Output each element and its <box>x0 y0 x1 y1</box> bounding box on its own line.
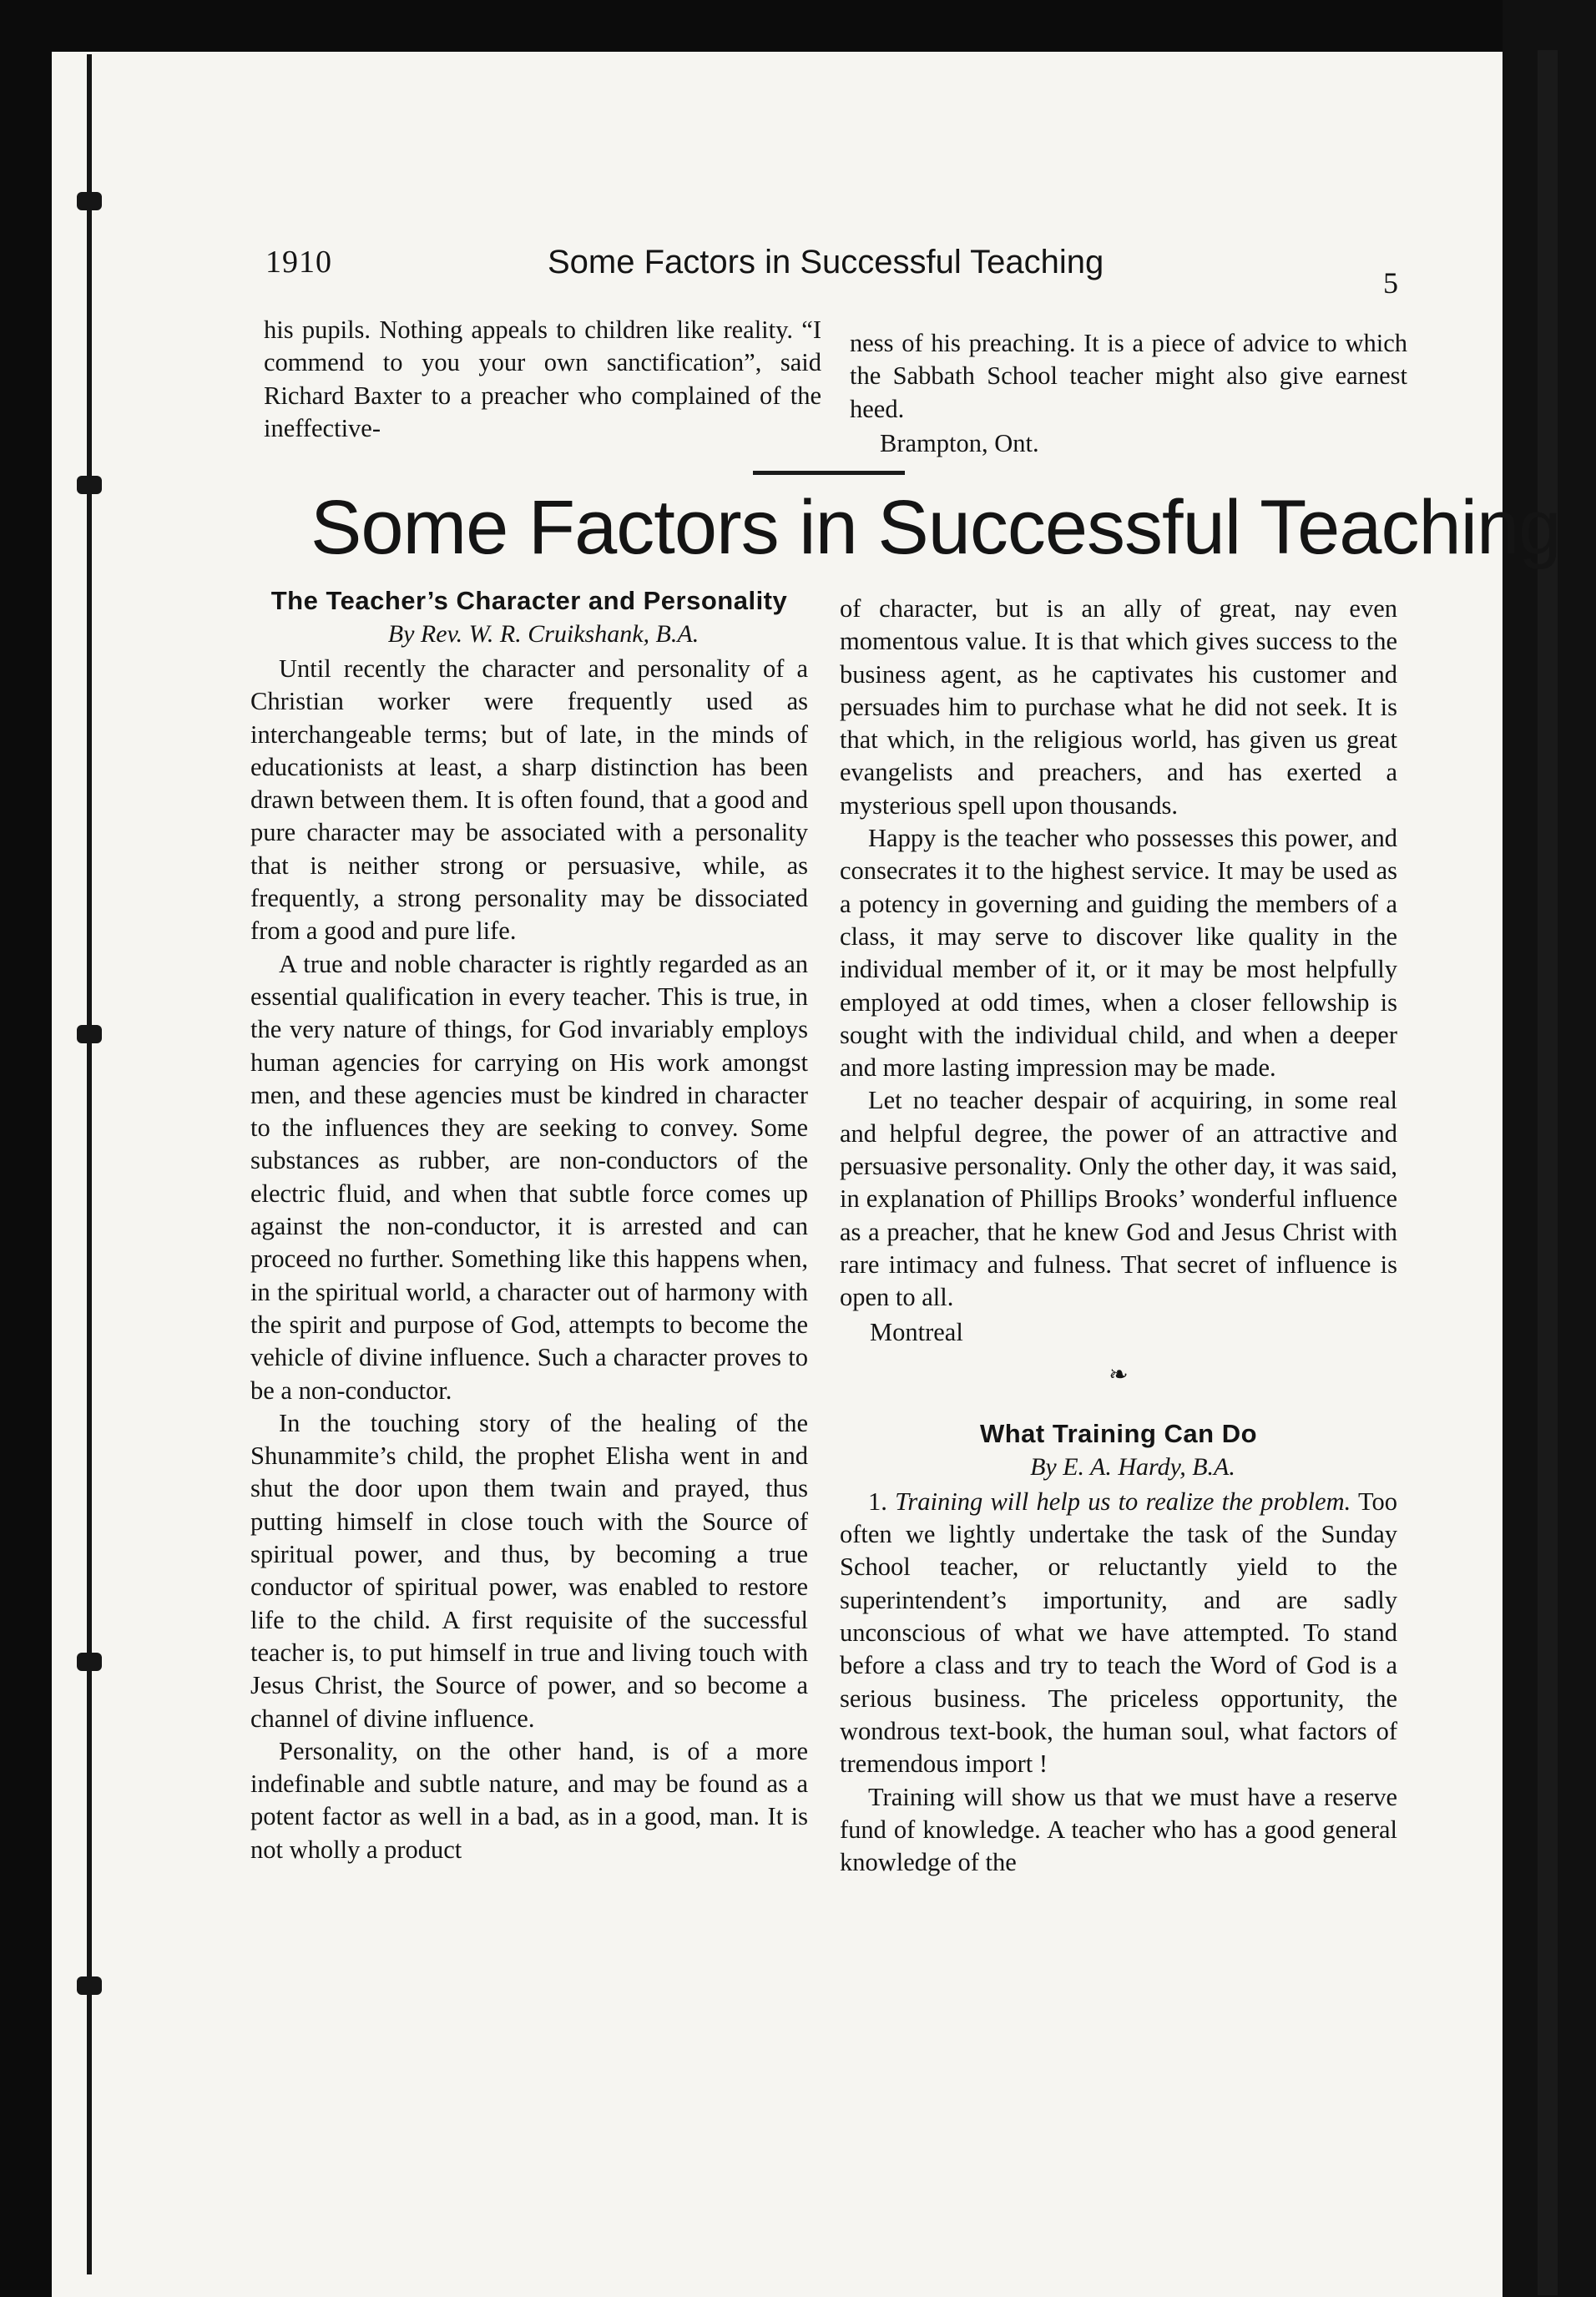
article1-paragraph: In the touching story of the healing of the Shunammite’s child, the prophet Elisha went in and shut the door upon them twain and prayed, thus putting himself in close touch with the Source of spiritual power, and thus, by becoming a true conductor of spiritual power, was enabled to restore life to the child. A first requisite of the successful teacher is, to put himself in true and living touch with Jesus Christ, the Source of power, and so become a channel of divine influence. <box>250 1408 808 1733</box>
page-number: 5 <box>1383 266 1398 300</box>
ornament-divider: ❧ <box>1109 1361 1129 1388</box>
article2-paragraph <box>840 1486 1397 1781</box>
article2-heading: What Training Can Do <box>979 1418 1258 1448</box>
article2-byline: By E. A. Hardy, B.A. <box>1030 1452 1235 1481</box>
continuation-text-left: his pupils. Nothing appeals to children like reality. “I commend to you your own sanctification”, said Richard Baxter to a preacher who complained of the ineffective- <box>264 316 821 442</box>
article1-paragraph: of character, but is an ally of great, nay even momentous value. It is that which gives success to the business agent, as he captivates his customer and persuades him to purchase what he did not seek. It is that which, in the religious world, has given us great evangelists and preachers, and has exerted a mysterious spell upon thousands. <box>840 594 1397 820</box>
article1-heading: The Teacher’s Character and Personality <box>270 586 788 615</box>
continuation-text-right: ness of his preaching. It is a piece of advice to which the Sabbath School teacher might also give earnest heed. <box>850 329 1407 423</box>
section-divider-rule <box>753 471 905 475</box>
left-column <box>250 584 808 1866</box>
article1-paragraph: Let no teacher despair of acquiring, in some real and helpful degree, the power of an attractive and persuasive personality. Only the other day, it was said, in explanation of Phillips Brooks’ wonderful influence as a preacher, that he knew God and Jesus Christ with rare intimacy and fulness. That secret of influence is open to all. <box>840 1086 1397 1312</box>
article1-paragraph: Happy is the teacher who possesses this power, and consecrates it to the highest service. It may be used as a potency in governing and guiding the members of a class, it may serve to discover like quality in the individual member of it, or it may be most helpfully employed at odd times, when a closer fellowship is sought with the individual child, and when a deeper and more lasting impression may be made. <box>840 824 1397 1083</box>
article-title: Some Factors in Successful Teaching <box>311 485 1561 570</box>
article1-paragraph: A true and noble character is rightly regarded as an essential qualification in every teacher. This is true, in the very nature of things, for God invariably employs human agencies for carrying on His work amongst men, and these agencies must be kindred in character to the influences they are seeking to convey. Some substances as rubber, are non-conductors of the electric fluid, and when that subtle force comes up against the non-conductor, it is arrested and can proceed no further. Something like this happens when, in the spiritual world, a character out of harmony with the spirit and purpose of God, attempts to become the vehicle of divine influence. Such a character proves to be a non-conductor. <box>250 949 808 1405</box>
top-left-column <box>264 314 821 445</box>
article2-paragraph: Training will show us that we must have a reserve fund of knowledge. A teacher who has a good general knowledge of the <box>840 1782 1397 1877</box>
article1-paragraph: Until recently the character and personality of a Christian worker were frequently used as interchangeable terms; but of late, in the minds of educationists at least, a sharp distinction has been drawn between them. It is often found, that a good and pure character may be associated with a personality that is neither strong or persuasive, while, as frequently, a strong personality may be dissociated from a good and pure life. <box>250 654 808 946</box>
right-column <box>840 593 1397 1879</box>
article1-paragraph: Personality, on the other hand, is of a more indefinable and subtle nature, and may be found as a potent factor as well in a bad, as in a good, man. It is not wholly a product <box>250 1736 808 1864</box>
article2-item-number: 1. <box>868 1487 887 1516</box>
running-header-year: 1910 <box>265 245 332 280</box>
article1-signature: Montreal <box>870 1317 963 1346</box>
article2-paragraph-text: Too often we lightly undertake the task of the Sunday School teacher, or reluctantly yield to the superintendent’s importunity, and are sadly unconscious of what we have attempted. To stand before a class and try to teach the Word of God is a serious business. The priceless opportunity, the wondrous text-book, the human soul, what factors of tremendous import ! <box>840 1487 1397 1779</box>
article2-italic-lead: Training will help us to realize the problem. <box>895 1487 1351 1516</box>
running-header-title: Some Factors in Successful Teaching <box>548 244 1104 280</box>
top-right-column <box>850 327 1407 460</box>
article1-byline: By Rev. W. R. Cruikshank, B.A. <box>387 620 700 648</box>
continuation-signature: Brampton, Ont. <box>880 428 1039 457</box>
